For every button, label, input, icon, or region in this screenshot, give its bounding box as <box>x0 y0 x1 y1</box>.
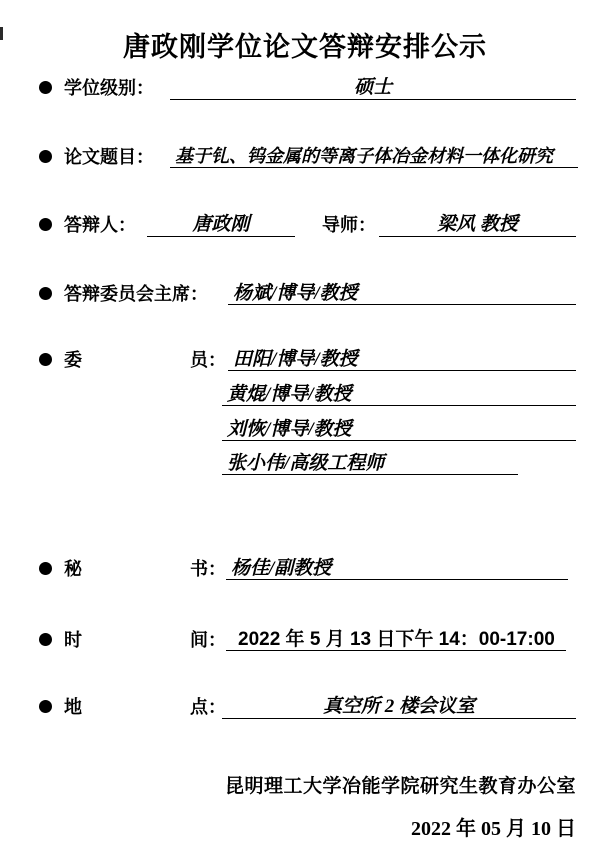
time-label <box>64 627 208 653</box>
field-thesis-title <box>0 144 610 170</box>
field-secretary <box>0 556 610 582</box>
defender-label <box>64 212 136 238</box>
location-value: 真空所 2 楼会议室 <box>222 694 576 719</box>
committee-member-row <box>0 382 610 408</box>
committee-member-value: 黄焜/博导/教授 <box>222 382 576 406</box>
degree-level-value: 硕士 <box>170 75 576 100</box>
field-location <box>0 694 610 720</box>
time-label-first: 时 <box>64 630 82 650</box>
bullet-icon <box>39 633 52 646</box>
bullet-icon <box>39 562 52 575</box>
degree-level-label-text: 学位级别 <box>64 78 136 98</box>
secretary-colon: ： <box>208 559 226 579</box>
committee-member-value: 刘恢/博导/教授 <box>222 417 576 441</box>
location-label-first: 地 <box>64 697 82 717</box>
committee-member-row <box>0 417 610 443</box>
secretary-label-first: 秘 <box>64 559 82 579</box>
time-colon: ： <box>208 630 226 650</box>
time-value: 2022 年 5 月 13 日下午 14：00-17:00 <box>226 627 566 651</box>
thesis-title-value: 基于钆、钨金属的等离子体冶金材料一体化研究 <box>170 144 578 168</box>
thesis-title-label-text: 论文题目 <box>64 147 136 167</box>
supervisor-value: 梁风 教授 <box>379 212 576 237</box>
committee-chair-label <box>64 281 208 307</box>
bullet-icon <box>39 218 52 231</box>
bullet-icon <box>39 287 52 300</box>
committee-label-first: 委 <box>64 350 82 370</box>
thesis-title-colon: ： <box>136 147 154 167</box>
committee-member-value: 田阳/博导/教授 <box>228 347 576 371</box>
committee-chair-label-text: 答辩委员会主席 <box>64 284 190 304</box>
degree-level-label <box>64 75 154 101</box>
committee-member-value: 张小伟/高级工程师 <box>222 451 518 475</box>
field-defender-supervisor <box>0 212 610 238</box>
defender-colon: ： <box>118 215 136 235</box>
secretary-label <box>64 556 208 582</box>
secretary-label-second: 书 <box>190 559 208 579</box>
supervisor-label <box>322 212 376 238</box>
committee-chair-colon: ： <box>190 284 208 304</box>
supervisor-label-text: 导师 <box>322 215 358 235</box>
field-committee-members <box>0 347 610 373</box>
supervisor-colon: ： <box>358 215 376 235</box>
location-label <box>64 694 208 720</box>
committee-colon: ： <box>208 350 226 370</box>
committee-label <box>64 347 208 373</box>
field-committee-chair <box>0 281 610 307</box>
field-time <box>0 627 610 653</box>
field-degree-level <box>0 75 610 101</box>
location-label-second: 点 <box>190 697 208 717</box>
time-label-second: 间 <box>190 630 208 650</box>
footer-date: 2022 年 05 月 10 日 <box>411 818 576 840</box>
defender-label-text: 答辩人 <box>64 215 118 235</box>
thesis-title-label <box>64 144 154 170</box>
location-colon: ： <box>208 697 226 717</box>
bullet-icon <box>39 150 52 163</box>
footer-office: 昆明理工大学冶能学院研究生教育办公室 <box>224 776 576 797</box>
page-title: 唐政刚学位论文答辩安排公示 <box>123 32 487 62</box>
secretary-value: 杨佳/副教授 <box>226 556 568 580</box>
defender-value: 唐政刚 <box>147 212 295 237</box>
bullet-icon <box>39 353 52 366</box>
degree-level-colon: ： <box>136 78 154 98</box>
bullet-icon <box>39 700 52 713</box>
bullet-icon <box>39 81 52 94</box>
committee-label-second: 员 <box>190 350 208 370</box>
committee-chair-value: 杨斌/博导/教授 <box>228 281 576 305</box>
committee-member-row <box>0 451 610 477</box>
